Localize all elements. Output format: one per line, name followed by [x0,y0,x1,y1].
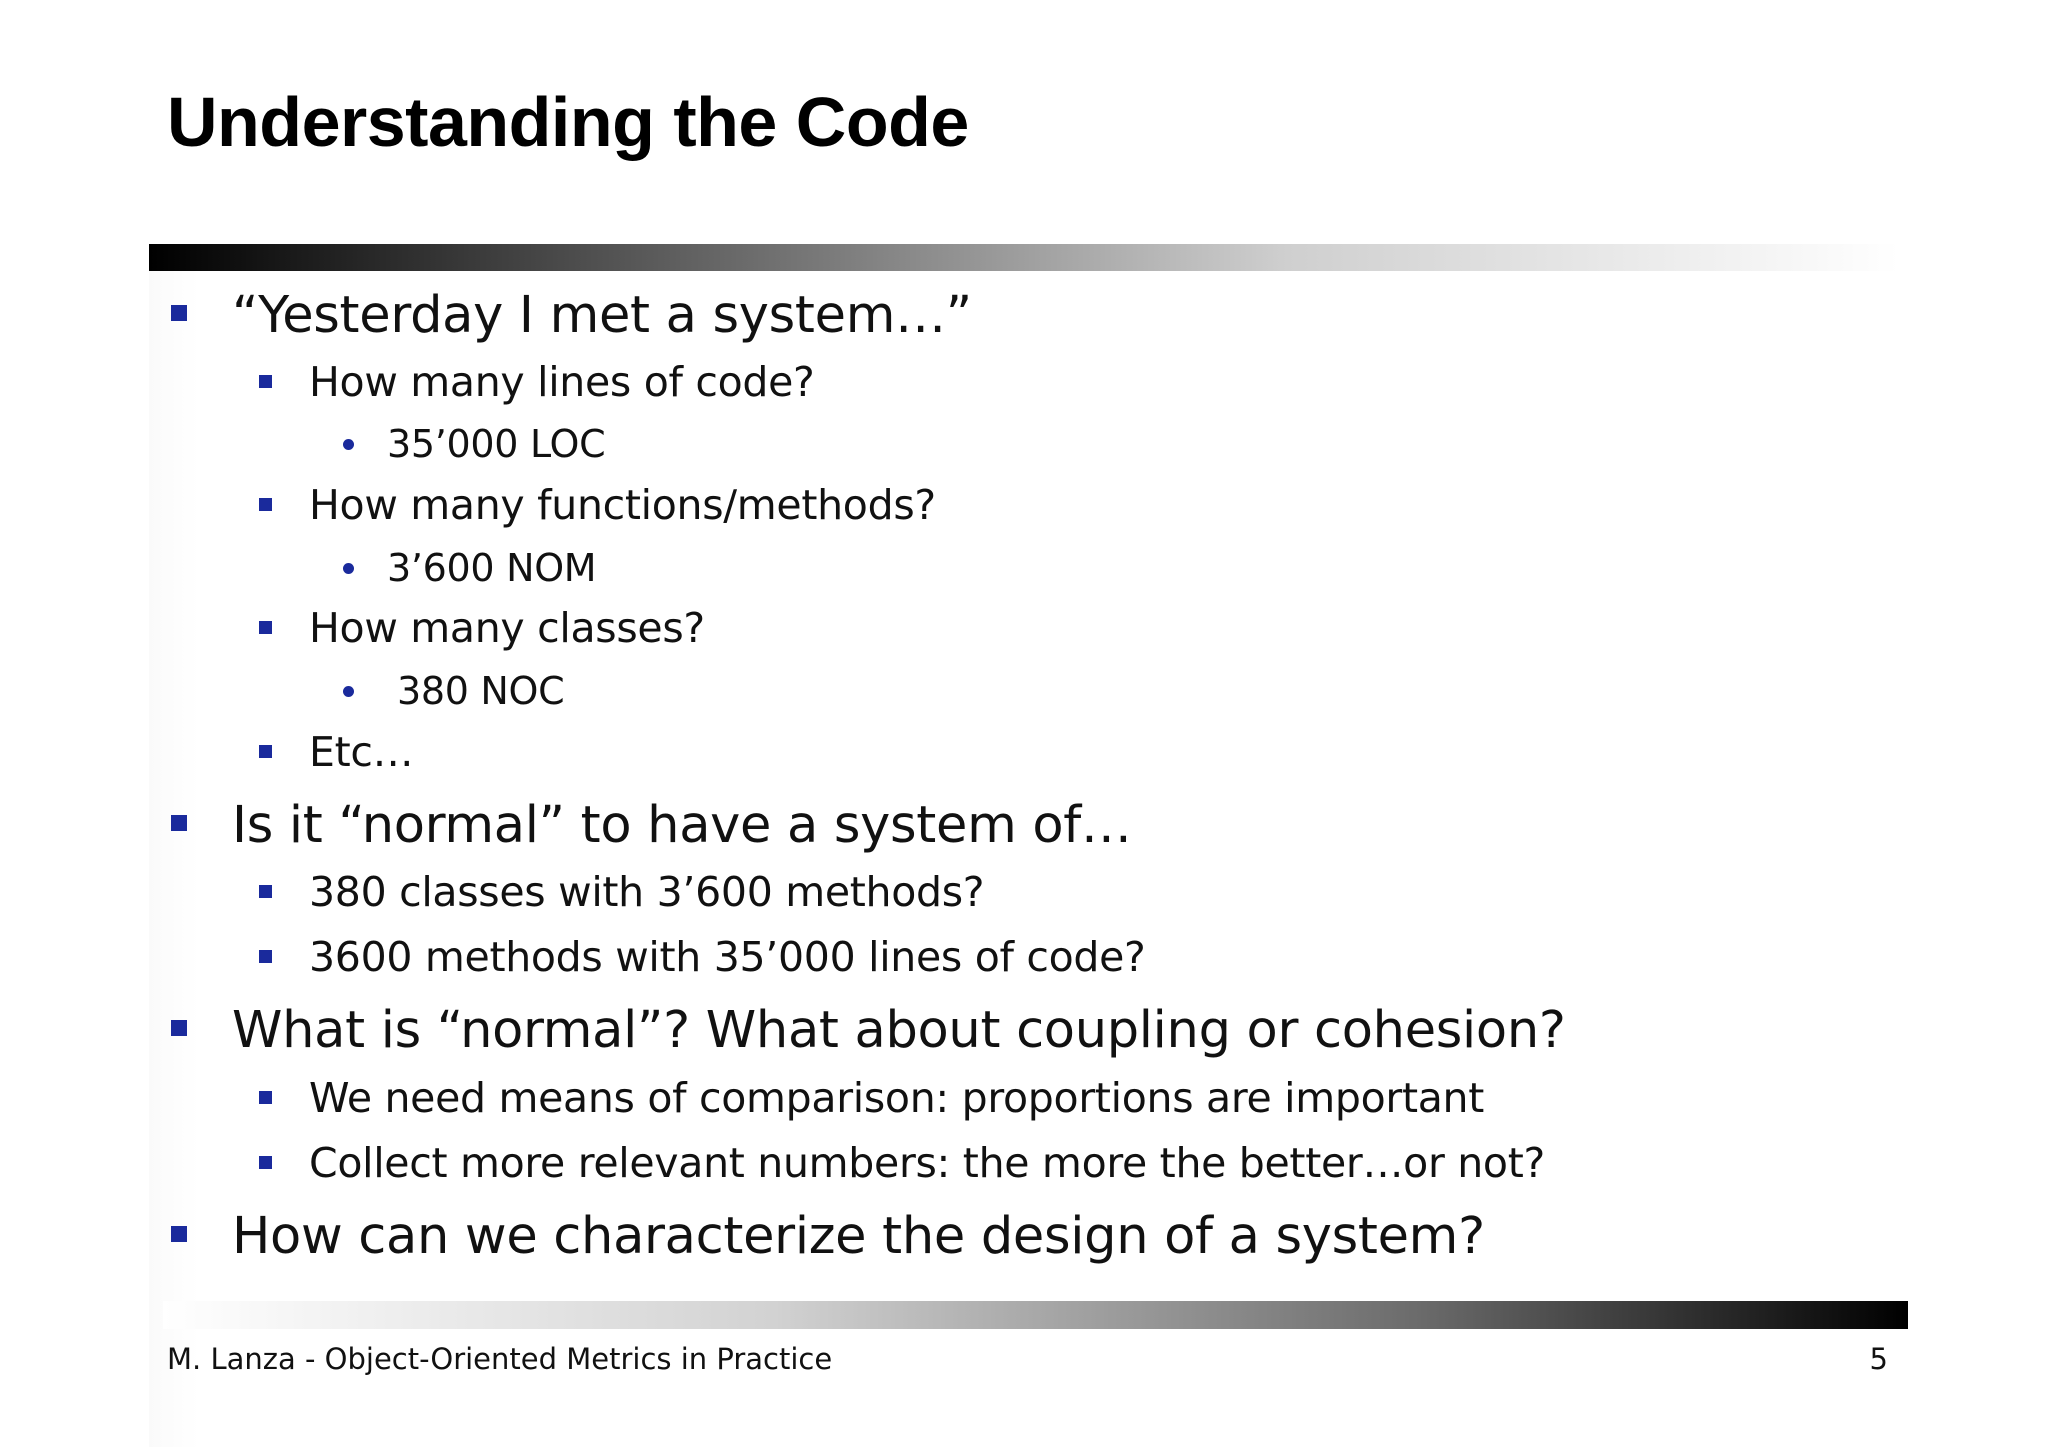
square-bullet-icon [259,1156,272,1169]
bullet-text: We need means of comparison: proportions are important [309,1074,1485,1122]
square-bullet-icon [171,815,187,831]
bullet-text: How many lines of code? [309,358,815,406]
bullet-text: Collect more relevant numbers: the more the better…or not? [309,1139,1545,1187]
square-bullet-icon [171,1226,187,1242]
slide-title: Understanding the Code [167,83,969,161]
bullet-text: 3’600 NOM [387,546,597,590]
round-bullet-icon [343,563,354,574]
top-gradient-bar [149,244,1899,271]
square-bullet-icon [259,621,272,634]
bullet-text: 3600 methods with 35’000 lines of code? [309,933,1146,981]
square-bullet-icon [259,745,272,758]
bullet-text: How can we characterize the design of a system? [232,1207,1485,1266]
bullet-text: What is “normal”? What about coupling or cohesion? [232,1001,1566,1060]
page-number: 5 [1869,1342,1888,1376]
bullet-text: 380 classes with 3’600 methods? [309,868,985,916]
square-bullet-icon [259,498,272,511]
bullet-text: Etc… [309,728,414,776]
bullet-text: 380 NOC [397,669,565,713]
bottom-gradient-bar [163,1301,1908,1329]
square-bullet-icon [259,885,272,898]
left-shade [149,271,199,1447]
square-bullet-icon [259,950,272,963]
bullet-text: 35’000 LOC [387,422,606,466]
footer-author: M. Lanza - Object-Oriented Metrics in Practice [167,1342,833,1376]
square-bullet-icon [171,1020,187,1036]
bullet-text: Is it “normal” to have a system of… [232,796,1132,855]
round-bullet-icon [343,686,354,697]
square-bullet-icon [259,1091,272,1104]
square-bullet-icon [259,375,272,388]
bullet-text: “Yesterday I met a system…” [232,286,972,345]
bullet-text: How many functions/methods? [309,481,936,529]
bullet-text: How many classes? [309,604,705,652]
round-bullet-icon [343,439,354,450]
square-bullet-icon [171,305,187,321]
